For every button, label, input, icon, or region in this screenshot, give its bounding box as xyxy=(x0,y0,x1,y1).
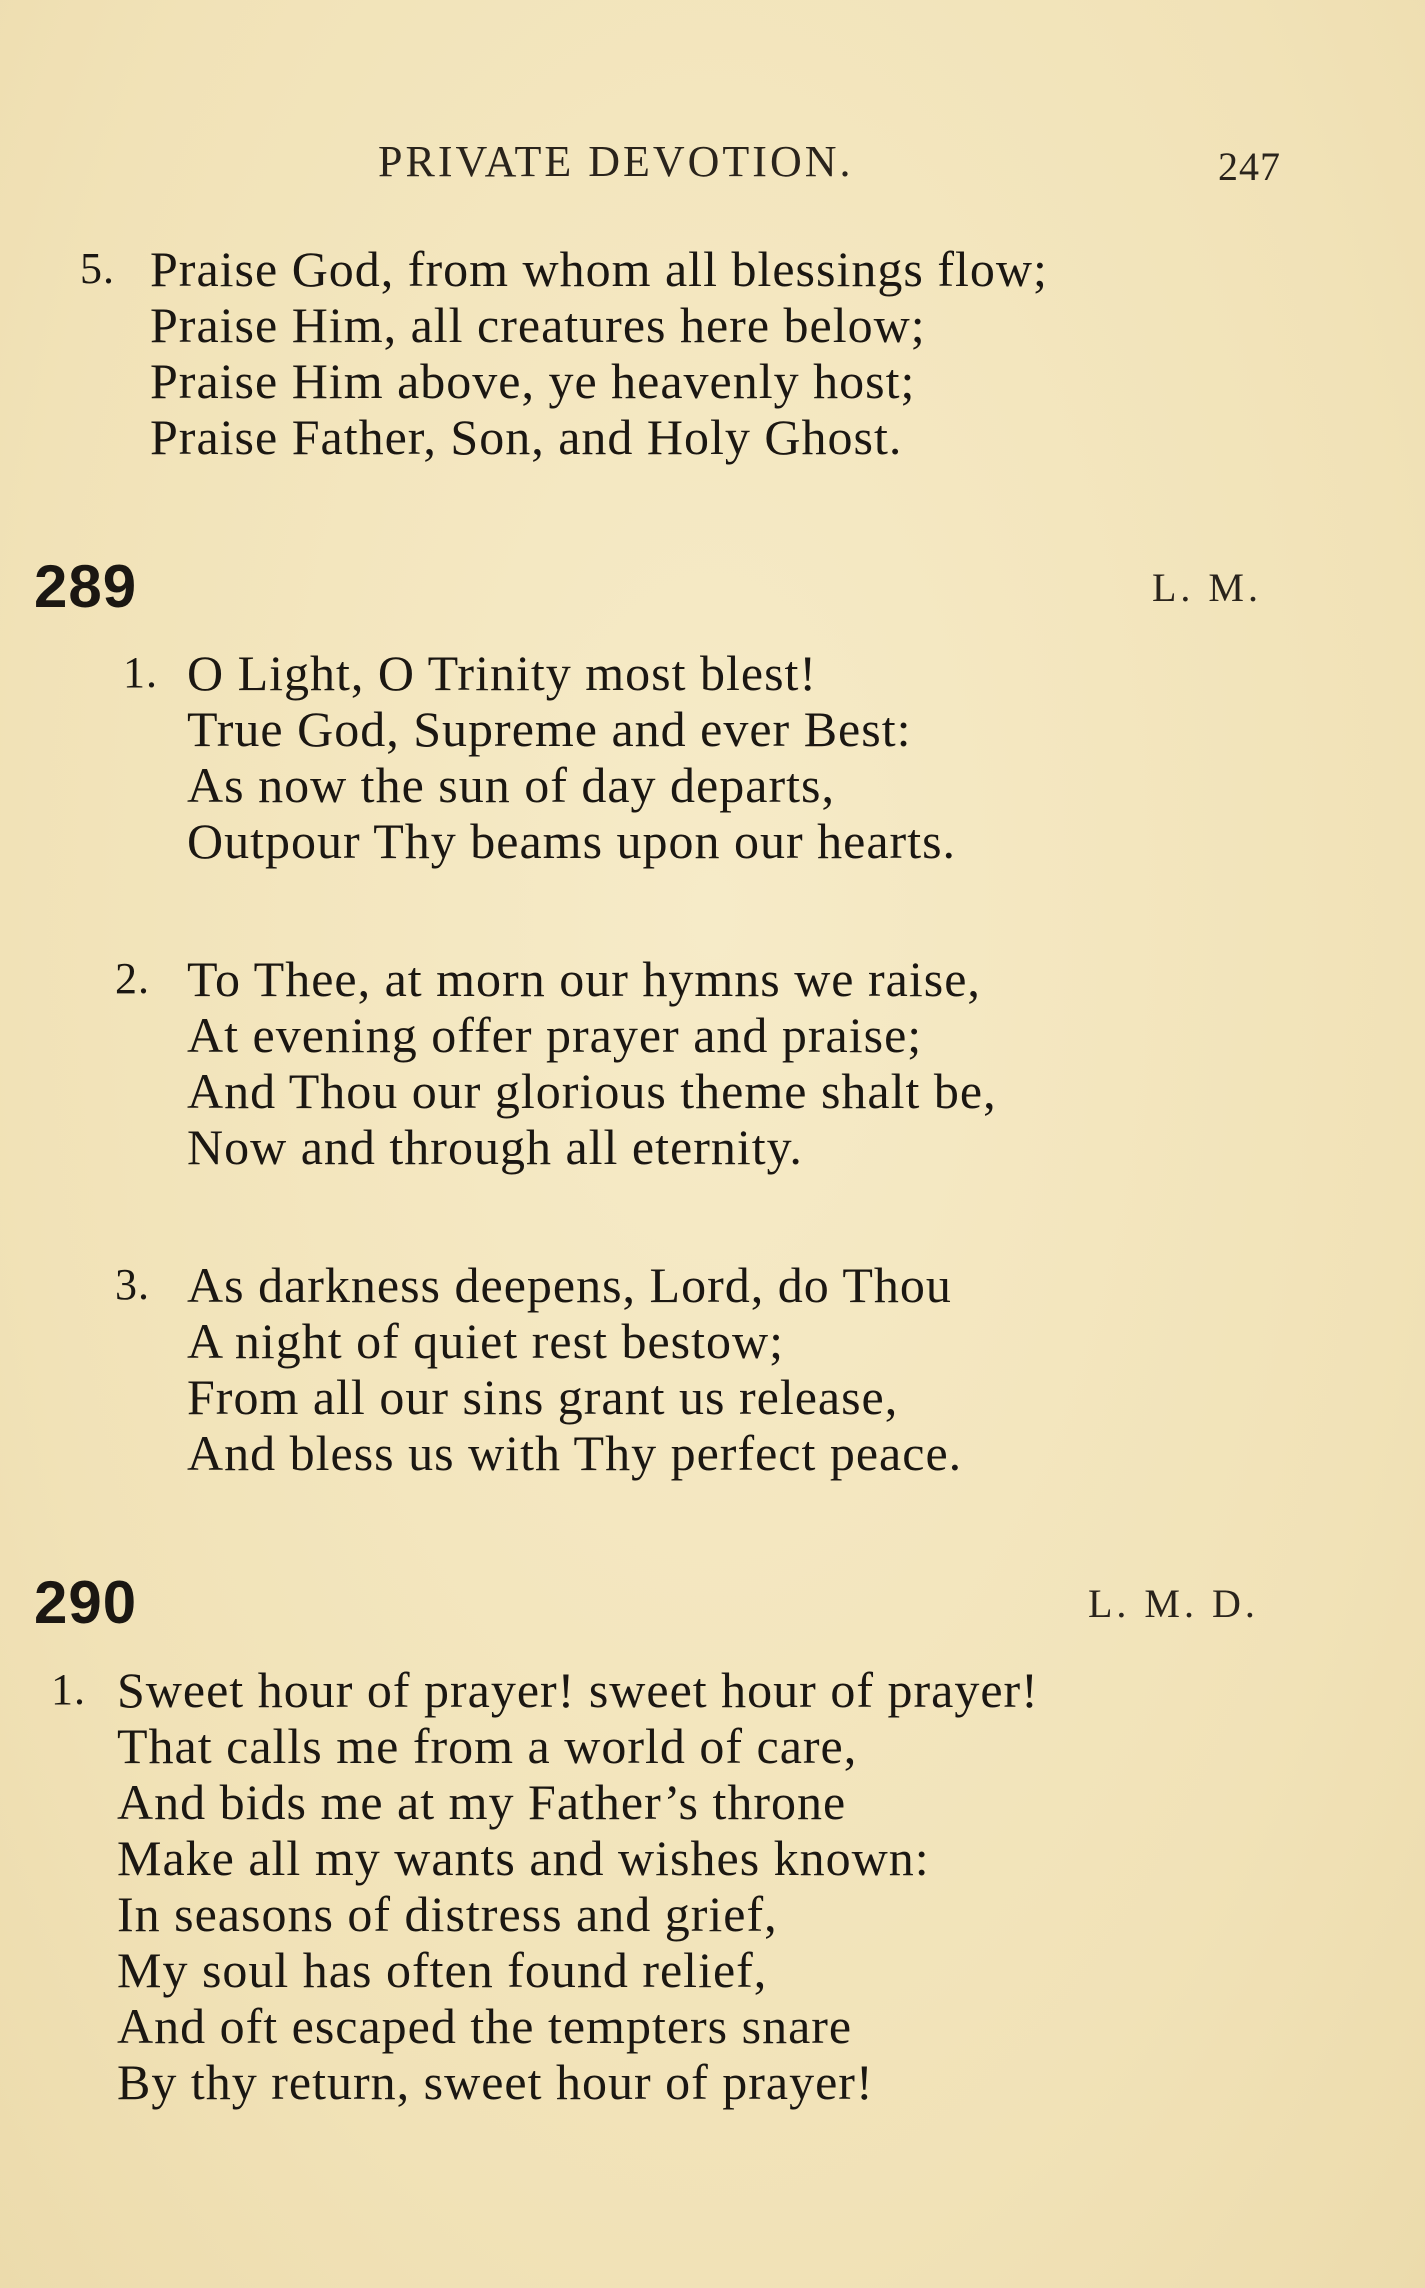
verse-line: In seasons of distress and grief, xyxy=(117,1886,778,1942)
hymn-289-verse-2 xyxy=(115,951,997,1175)
verse-line: Praise Him above, ye heavenly host; xyxy=(150,353,916,409)
verse-line: By thy return, sweet hour of prayer! xyxy=(117,2054,874,2110)
verse-line: At evening offer prayer and praise; xyxy=(187,1007,923,1063)
verse-line: That calls me from a world of care, xyxy=(117,1718,858,1774)
page-number: 247 xyxy=(1218,144,1281,189)
verse-line: Now and through all eternity. xyxy=(187,1119,803,1175)
verse-line: Praise God, from whom all blessings flow; xyxy=(150,241,1048,297)
verse-line: And Thou our glorious theme shalt be, xyxy=(187,1063,997,1119)
verse-line: My soul has often found relief, xyxy=(117,1942,768,1998)
hymn-meter-290: L. M. D. xyxy=(1088,1581,1259,1626)
hymn-number-289: 289 xyxy=(34,553,138,620)
verse-line: And bids me at my Father’s throne xyxy=(117,1774,847,1830)
verse-number: 3. xyxy=(115,1260,150,1309)
verse-line: O Light, O Trinity most blest! xyxy=(187,645,818,701)
verse-number: 2. xyxy=(115,954,150,1003)
verse-line: A night of quiet rest bestow; xyxy=(187,1313,784,1369)
hymn-289-verse-3 xyxy=(115,1257,963,1481)
verse-line: Praise Him, all creatures here below; xyxy=(150,297,926,353)
verse-line: Praise Father, Son, and Holy Ghost. xyxy=(150,409,903,465)
verse-number: 5. xyxy=(80,244,115,293)
running-title: PRIVATE DEVOTION. xyxy=(378,137,854,186)
verse-line: And oft escaped the tempters snare xyxy=(117,1998,853,2054)
verse-line: As now the sun of day departs, xyxy=(187,757,835,813)
verse-line: From all our sins grant us release, xyxy=(187,1369,899,1425)
verse-number: 1. xyxy=(123,648,158,697)
verse-line: Make all my wants and wishes known: xyxy=(117,1830,930,1886)
verse-line: To Thee, at morn our hymns we raise, xyxy=(187,951,981,1007)
verse-line: Outpour Thy beams upon our hearts. xyxy=(187,813,957,869)
verse-line: True God, Supreme and ever Best: xyxy=(187,701,912,757)
hymn-289-verse-1 xyxy=(123,645,957,869)
verse-line: As darkness deepens, Lord, do Thou xyxy=(187,1257,952,1313)
verse-line: And bless us with Thy perfect peace. xyxy=(187,1425,963,1481)
verse-line: Sweet hour of prayer! sweet hour of prayer! xyxy=(117,1662,1039,1718)
verse-number: 1. xyxy=(51,1665,86,1714)
hymn-290-verse-1 xyxy=(51,1662,1039,2110)
continued-verse-5 xyxy=(80,241,1048,465)
hymn-number-290: 290 xyxy=(34,1569,138,1636)
hymn-meter-289: L. M. xyxy=(1152,565,1262,610)
